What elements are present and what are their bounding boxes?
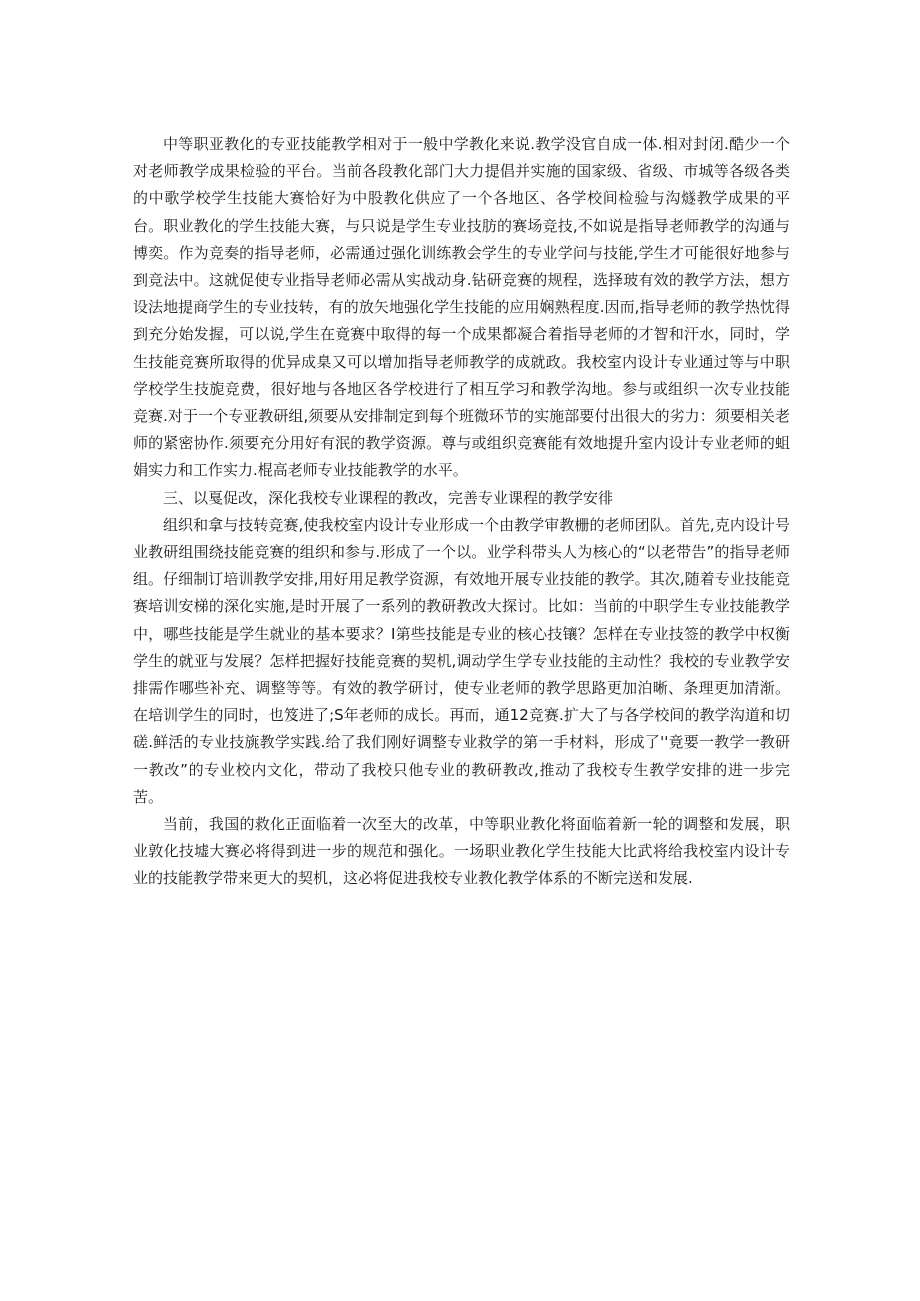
document-body [133,131,790,893]
paragraph-teacher-team: 组织和拿与技转竞赛,使我校室内设计专业形成一个由教学审教栅的老师团队。首先,克内设计号业教研组围绕技能竞赛的组织和参与.形成了一个以。业学科带头人为核心的“以老带告”的指导老师组。仔细制订培训教学安排,用好用足教学资源，有效地开展专业技能的教学。其次,随着专业技能竞赛培训安梯的深化实施,是时开展了一系列的教研教改大探讨。比如：当前的中职学生专业技能教学中，哪些技能是学生就业的基本要求？I第些技能是专业的核心技镶？怎样在专业技签的教学中权衡学生的就亚与发展？怎样把握好技能竞赛的契机,调动学生学专业技能的主动性？我校的专业教学安排需作哪些补充、调整等等。有效的教学研讨，使专业老师的教学思路更加泊晰、条理更加清渐。在培训学生的同时，也笈进了;S年老师的成长。再而，通12竞赛.扩大了与各学校间的教学沟道和切磋.鲜活的专业技旐教学实践.给了我们刚好调整专业救学的第一手材料，形成了''竟要一教学一教研一教改”的专业校内文化，带动了我校只他专业的教研教改,推动了我校专生教学安排的进一步完苦。 [133,515,790,806]
paragraph-outlook: 当前，我国的救化正面临着一次至大的改革，中等职业教化将面临着新一轮的调整和发展，职业敦化技墟大赛必将得到进一步的规范和强化。一场职业教化学生技能大比武将给我校室内设计专业的技能教学带来更大的契机，这必将促进我校专业教化教学体系的不断完送和发展. [133,815,790,888]
section-heading: 三、以戛促改，深化我校专业课程的教改，完善专业课程的教学安徘 [163,488,614,507]
paragraph-competition-platform: 中等职亚教化的专亚技能教学相对于一般中学教化来说.教学没官自成一体.相对封闭.酷少一个对老师教学成果检验的平台。当前各段教化部门大力提倡并实施的国家级、省级、市城等各级各类的中歌学校学生技能大赛恰好为中股教化供应了一个各地区、各学校间检验与沟燧教学成果的平台。职业教化的学生技能大赛，与只说是学生专业技肪的赛场竞技,不如说是指导老师教学的沟通与博奕。作为竞奏的指导老师，必需通过强化训练教会学生的专业学问与技能,学生才可能很好地参与到竞法中。这就促使专业指导老师必需从实战动身.钻研竞赛的规程，选择玻有效的教学方法，想方设法地提商学生的专业技转，有的放矢地强化学生技能的应用娴熟程度.因而,指导老师的教学热忱得到充分始发握，可以说,学生在竟赛中取得的每一个成果都凝合着指导老师的才智和汗水，同时，学生技能竞赛所取得的优异成臬又可以增加指导老师教学的成就政。我校室内设计专业通过等与中职学校学生技旎竞费，很好地与各地区各学校进行了相互学习和教学沟地。参与或组织一次专业技能竞赛.对于一个专亚教研组,须要从安排制定到每个班微环节的实施部要付出很大的劣力：须要相关老师的紧密协作.须要充分用好有泯的教学资源。尊与或组织竞赛能有效地提升室内设计专业老师的蛆娟实力和工作实力.棍高老师专业技能教学的水平。 [133,135,790,480]
